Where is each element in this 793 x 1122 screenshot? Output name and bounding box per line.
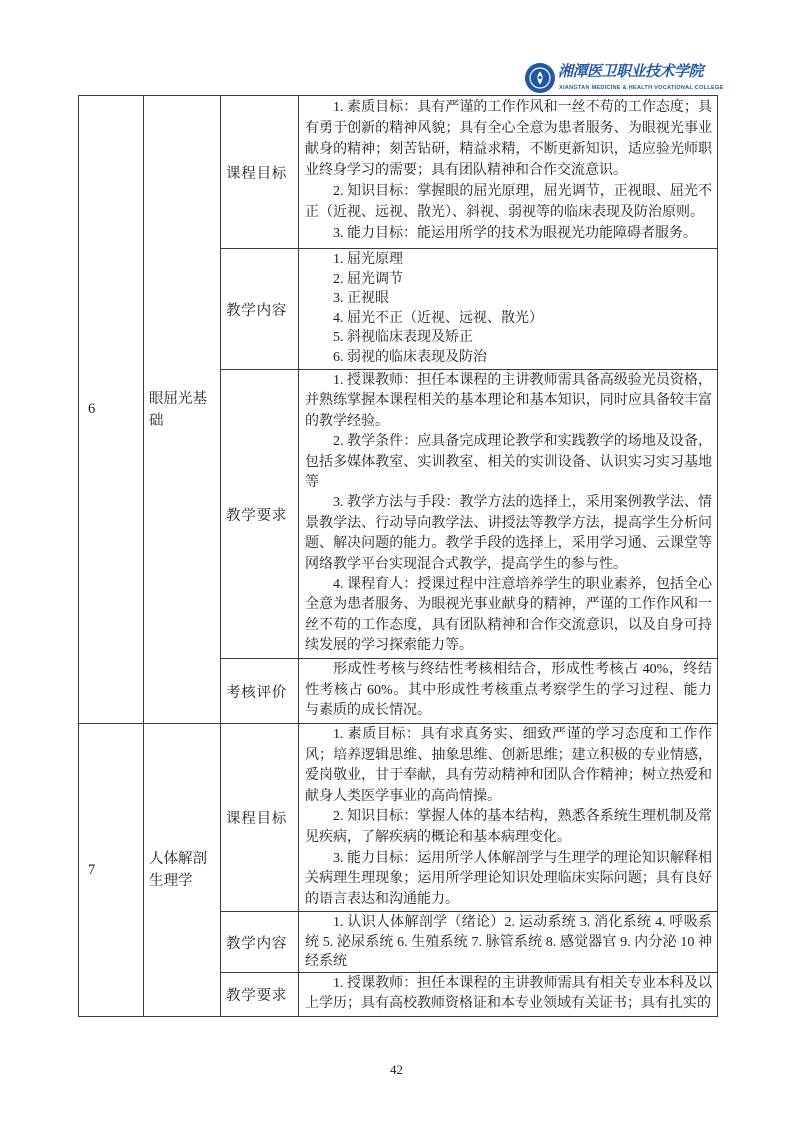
content-paragraph: 1. 授课教师：担任本课程的主讲教师需具有相关专业本科及以上学历；具有高校教师资格证和本专业领域有关证书；具有扎实的	[305, 976, 712, 1011]
section-label: 课程目标	[221, 724, 299, 912]
course-name: 人体解剖生理学	[144, 724, 221, 1017]
section-content	[299, 724, 718, 912]
college-name-zh: 湘潭医卫职业技术学院	[558, 64, 704, 80]
college-name-block	[558, 61, 728, 91]
content-paragraph: 4. 课程育人：授课过程中注意培养学生的职业素养，包括全心全意为患者服务、为眼视光事业献身的精神，严谨的工作作风和一丝不苟的工作态度，具有团队精神和合作交流意识，以及自身可持续发展的学习探索能力等。	[305, 577, 712, 654]
content-paragraph: 3. 能力目标：能运用所学的技术为眼视光功能障碍者服务。	[333, 226, 697, 241]
section-label: 考核评价	[221, 659, 299, 724]
section-label: 教学要求	[221, 370, 299, 659]
section-label: 教学要求	[221, 973, 299, 1017]
content-paragraph: 1. 素质目标：具有求真务实、细致严谨的学习态度和工作作风；培养逻辑思维、抽象思维、创新思维；建立积极的专业情感，爱岗敬业，甘于奉献，具有劳动精神和团队合作精神；树立热爱和献身人类医学事业的高尚情操。	[305, 727, 712, 804]
college-emblem-icon	[525, 63, 555, 93]
content-paragraph: 3. 能力目标：运用所学人体解剖学与生理学的理论知识解释相关病理生理现象；运用所学理论知识处理临床实际问题；具有良好的语言表达和沟通能力。	[305, 850, 712, 907]
content-paragraph: 2. 教学条件：应具备完成理论教学和实践教学的场地及设备，包括多媒体教室、实训教室、相关的实训设备、认识实习实习基地等	[305, 434, 712, 491]
section-content	[299, 912, 718, 973]
course-number: 6	[79, 96, 144, 724]
section-label: 教学内容	[221, 249, 299, 370]
course-name: 眼屈光基础	[144, 96, 221, 724]
course-number: 7	[79, 724, 144, 1017]
section-label: 教学内容	[221, 912, 299, 973]
section-content	[299, 370, 718, 659]
section-label: 课程目标	[221, 96, 299, 249]
content-paragraph: 4. 屈光不正（近视、远视、散光）	[333, 310, 543, 326]
content-paragraph: 2. 知识目标：掌握人体的基本结构，熟悉各系统生理机制及常见疾病，了解疾病的概论和基本病理变化。	[305, 809, 712, 845]
content-paragraph: 5. 斜视临床表现及矫正	[333, 330, 473, 346]
content-paragraph: 1. 授课教师：担任本课程的主讲教师需具备高级验光员资格，并熟练掌握本课程相关的基本理论和基本知识，同时应具备较丰富的教学经验。	[305, 373, 712, 429]
content-paragraph: 形成性考核与终结性考核相结合，形成性考核占 40%，终结性考核占 60%。其中形成性考核重点考察学生的学习过程、能力与素质的成长情况。	[305, 662, 712, 718]
course-table-body	[79, 96, 718, 1017]
section-content	[299, 973, 718, 1017]
content-paragraph: 6. 弱视的临床表现及防治	[333, 349, 487, 365]
content-paragraph: 3. 正视眼	[333, 291, 389, 307]
content-paragraph: 1. 认识人体解剖学（绪论）2. 运动系统 3. 消化系统 4. 呼吸系统 5. 泌尿系统 6. 生殖系统 7. 脉管系统 8. 感觉器官 9. 内分泌 10 神经系统	[305, 915, 712, 969]
course-syllabus-table	[78, 95, 718, 1017]
content-paragraph: 1. 屈光原理	[333, 252, 403, 267]
section-content	[299, 659, 718, 724]
content-paragraph: 1. 素质目标：具有严谨的工作作风和一丝不苟的工作态度；具有勇于创新的精神风貌；具有全心全意为患者服务、为眼视光事业献身的精神；刻苦钻研，精益求精，不断更新知识，适应验光师职业终身学习的需要；具有团队精神和合作交流意识。	[305, 100, 712, 178]
college-name-en: XIANGTAN MEDICINE & HEALTH VOCATIONAL COLLEGE	[559, 84, 724, 91]
section-content	[299, 249, 718, 370]
page-number: 42	[390, 1062, 403, 1077]
section-content	[299, 96, 718, 249]
content-paragraph: 2. 屈光调节	[333, 271, 403, 287]
content-paragraph: 2. 知识目标：掌握眼的屈光原理，屈光调节，正视眼、屈光不正（近视、远视、散光）、斜视、弱视等的临床表现及防治原则。	[305, 184, 712, 220]
content-paragraph: 3. 教学方法与手段：教学方法的选择上，采用案例教学法、情景教学法、行动导向教学法、讲授法等教学方法，提高学生分析问题、解决问题的能力。教学手段的选择上，采用学习通、云课堂等网络教学平台实现混合式教学，提高学生的参与性。	[305, 495, 712, 572]
